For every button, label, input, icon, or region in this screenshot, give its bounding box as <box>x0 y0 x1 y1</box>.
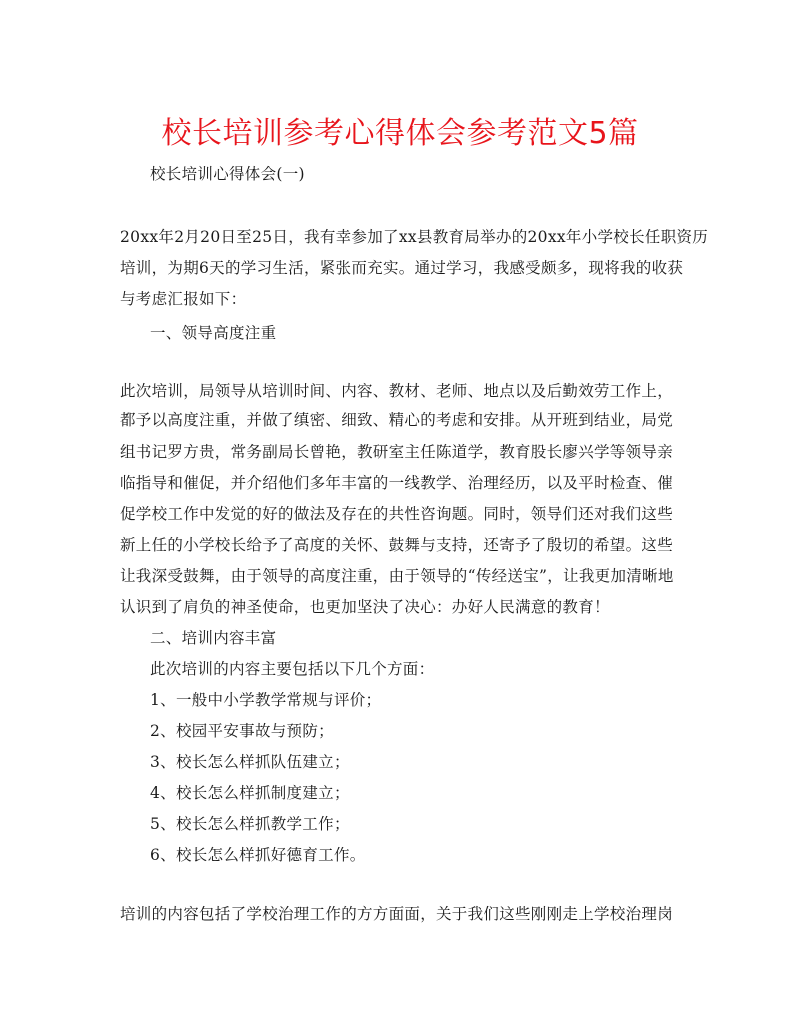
paragraph-line: 培训，为期6天的学习生活，紧张而充实。通过学习，我感受颇多，现将我的收获 <box>120 259 684 277</box>
paragraph-line: 都予以高度注重，并做了缜密、细致、精心的考虑和安排。从开班到结业，局党 <box>120 411 674 429</box>
document-subtitle: 校长培训心得体会(一) <box>150 165 305 183</box>
paragraph-line: 新上任的小学校长给予了高度的关怀、鼓舞与支持，还寄予了殷切的希望。这些 <box>120 536 674 554</box>
list-item: 5、校长怎么样抓教学工作； <box>150 815 350 833</box>
paragraph-line: 组书记罗方贵，常务副局长曾艳，教研室主任陈道学，教育股长廖兴学等领导亲 <box>120 443 674 461</box>
paragraph-line: 认识到了肩负的神圣使命，也更加坚決了决心：办好人民满意的教育！ <box>120 598 610 616</box>
paragraph-line: 培训的内容包括了学校治理工作的方方面面，关于我们这些刚刚走上学校治理岗 <box>120 905 674 923</box>
paragraph-line: 临指导和催促，并介绍他们多年丰富的一线教学、治理经历，以及平时检查、催 <box>120 474 674 492</box>
section-heading: 一、领导高度注重 <box>150 324 277 342</box>
document-title: 校长培训参考心得体会参考范文5篇 <box>161 116 639 151</box>
list-item: 2、校园平安事故与预防； <box>150 722 334 740</box>
paragraph-line: 促学校工作中发觉的好的做法及存在的共性咨询题。同时，领导们还对我们这些 <box>120 505 674 523</box>
list-item: 6、校长怎么样抓好德育工作。 <box>150 846 366 864</box>
section-heading: 二、培训内容丰富 <box>150 629 277 647</box>
list-item: 4、校长怎么样抓制度建立； <box>150 784 350 802</box>
paragraph-line: 20xx年2月20日至25日，我有幸参加了xx县教育局举办的20xx年小学校长任职资历 <box>120 228 709 246</box>
list-item: 3、校长怎么样抓队伍建立； <box>150 753 350 771</box>
paragraph-line: 此次培训的内容主要包括以下几个方面： <box>150 660 435 678</box>
list-item: 1、一般中小学教学常规与评价； <box>150 691 382 709</box>
paragraph-line: 让我深受鼓舞，由于领导的高度注重，由于领导的“传经送宝”，让我更加清晰地 <box>120 567 674 585</box>
paragraph-line: 与考虑汇报如下： <box>120 290 247 308</box>
paragraph-line: 此次培训，局领导从培训时间、内容、教材、老师、地点以及后勤效劳工作上， <box>120 382 674 400</box>
